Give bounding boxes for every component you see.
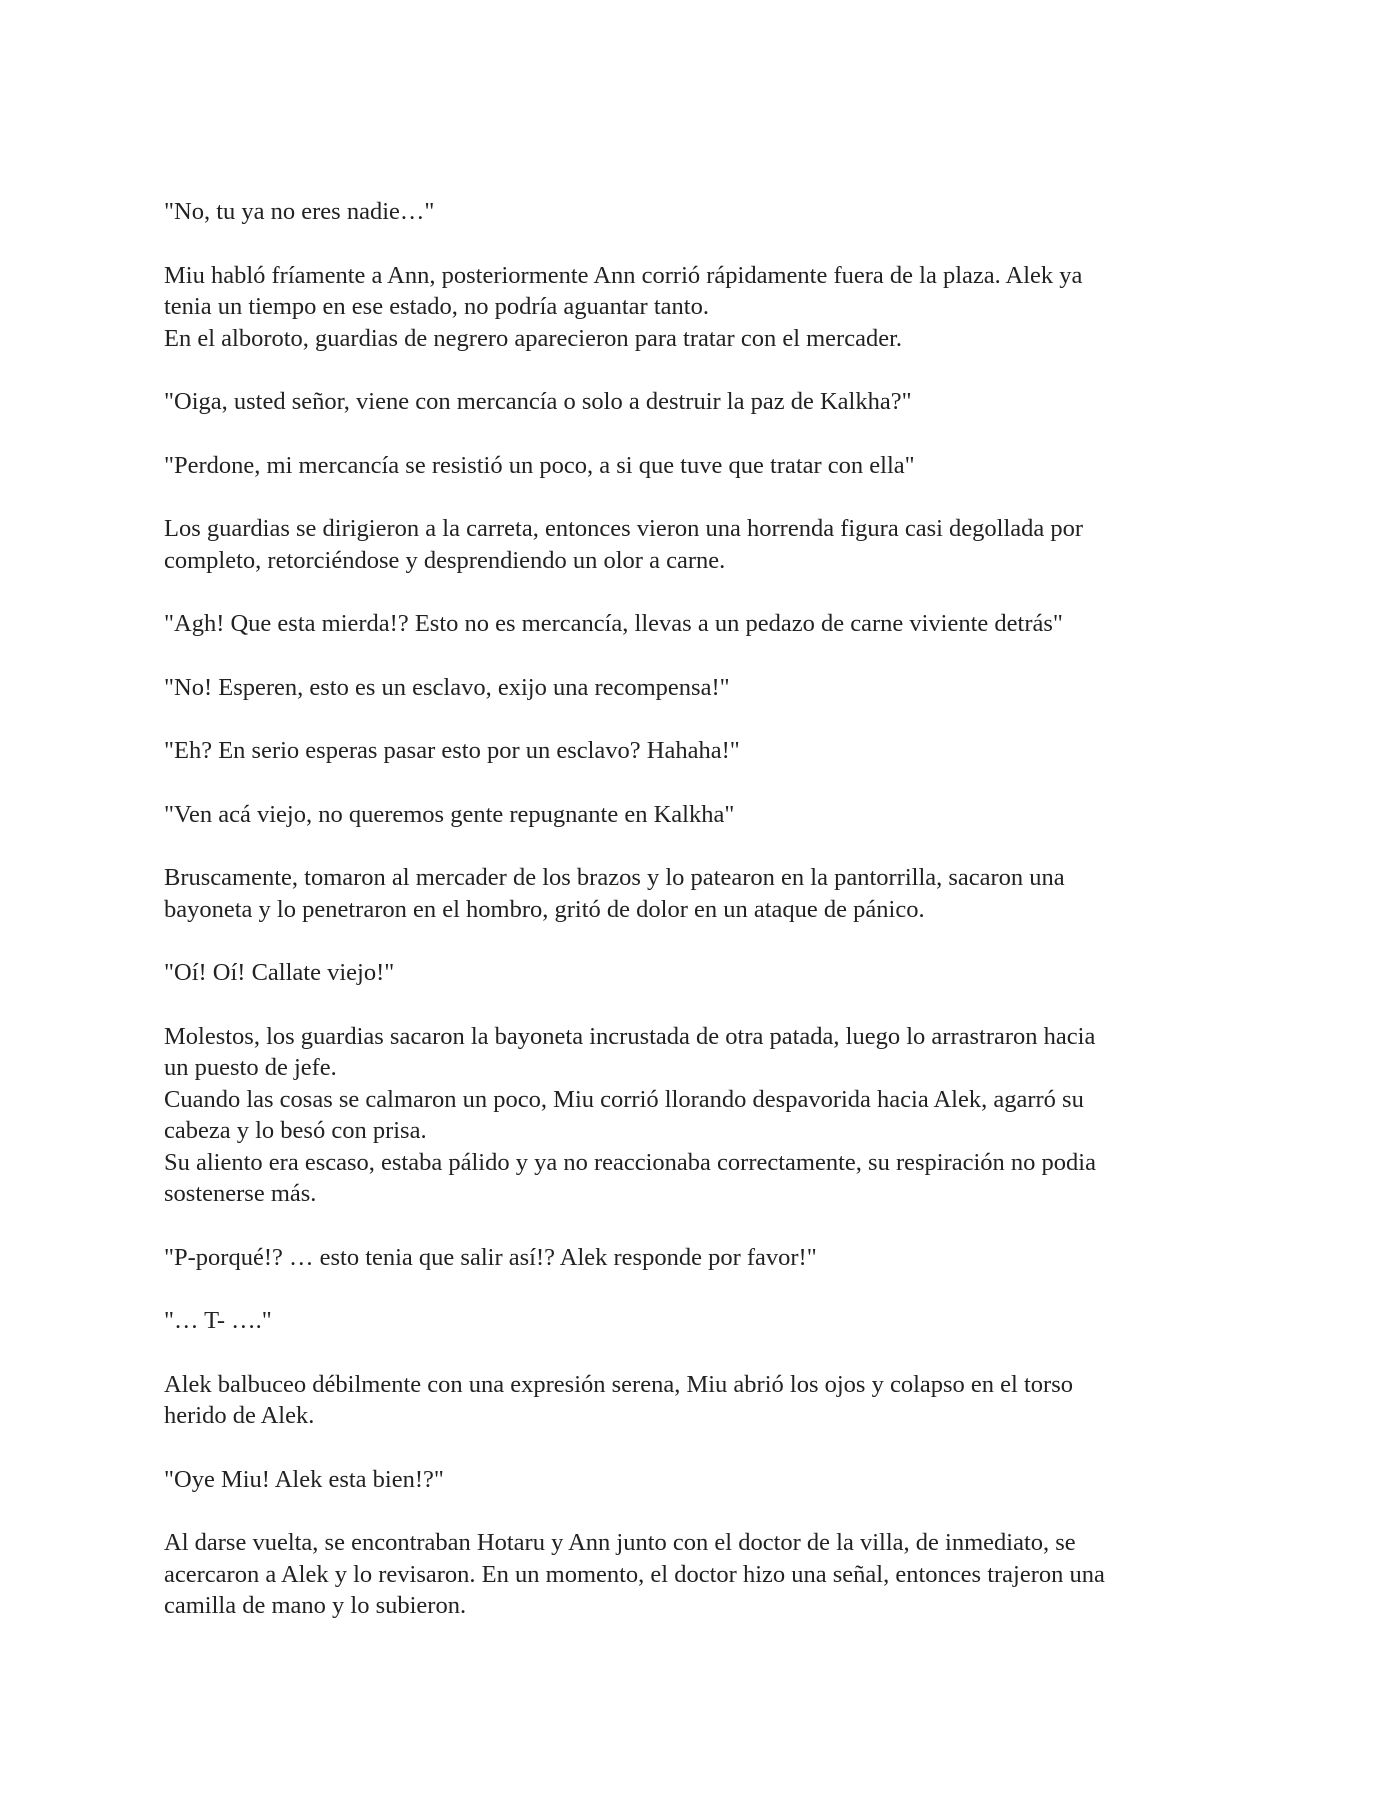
paragraph [164,608,1239,640]
text-line: sostenerse más. [164,1180,317,1207]
text-line: Molestos, los guardias sacaron la bayoneta incrustada de otra patada, luego lo arrastraron hacia [164,1022,1096,1050]
paragraph [164,260,1239,355]
text-line: "Oiga, usted señor, viene con mercancía o solo a destruir la paz de Kalkha?" [164,388,912,415]
text-line: "… T- …." [164,1307,272,1334]
text-line: "P-porqué!? … esto tenia que salir así!? Alek responde por favor!" [164,1243,817,1271]
text-line: En el alboroto, guardias de negrero aparecieron para tratar con el mercader. [164,324,903,352]
text-line: "Oye Miu! Alek esta bien!?" [164,1465,444,1493]
text-line: herido de Alek. [164,1402,315,1429]
text-line: cabeza y lo besó con prisa. [164,1117,427,1144]
paragraph [164,386,1239,418]
text-line: tenia un tiempo en ese estado, no podría aguantar tanto. [164,293,709,320]
text-line: bayoneta y lo penetraron en el hombro, gritó de dolor en un ataque de pánico. [164,895,925,923]
text-line: Cuando las cosas se calmaron un poco, Miu corrió llorando despavorida hacia Alek, agarró su [164,1085,1084,1113]
text-line: "Agh! Que esta mierda!? Esto no es mercancía, llevas a un pedazo de carne viviente detrás" [164,610,1063,637]
text-line: Al darse vuelta, se encontraban Hotaru y Ann junto con el doctor de la villa, de inmediato, se [164,1529,1076,1556]
text-line: Su aliento era escaso, estaba pálido y ya no reaccionaba correctamente, su respiración no podia [164,1148,1096,1176]
text-line: "Ven acá viejo, no queremos gente repugnante en Kalkha" [164,800,735,828]
paragraph [164,1242,1239,1274]
text-line: "Eh? En serio esperas pasar esto por un esclavo? Hahaha!" [164,737,740,764]
paragraph [164,513,1239,576]
paragraph [164,957,1239,989]
text-line: "Perdone, mi mercancía se resistió un poco, a si que tuve que tratar con ella" [164,451,915,479]
text-line: "Oí! Oí! Callate viejo!" [164,959,395,986]
document-page [164,196,1239,1622]
text-line: camilla de mano y lo subieron. [164,1592,467,1619]
paragraph [164,196,1239,228]
paragraph [164,862,1239,925]
text-line: "No, tu ya no eres nadie…" [164,198,435,225]
paragraph [164,1021,1239,1210]
text-line: un puesto de jefe. [164,1054,337,1081]
text-line: Bruscamente, tomaron al mercader de los brazos y lo patearon en la pantorrilla, sacaron una [164,864,1065,891]
paragraph [164,672,1239,704]
paragraph [164,1305,1239,1337]
text-line: acercaron a Alek y lo revisaron. En un momento, el doctor hizo una señal, entonces trajeron una [164,1560,1105,1588]
text-line: Los guardias se dirigieron a la carreta, entonces vieron una horrenda figura casi degollada por [164,515,1084,542]
paragraph [164,1527,1239,1622]
text-line: Alek balbuceo débilmente con una expresión serena, Miu abrió los ojos y colapso en el torso [164,1370,1073,1398]
paragraph [164,450,1239,482]
paragraph [164,799,1239,831]
paragraph [164,735,1239,767]
text-line: Miu habló fríamente a Ann, posteriormente Ann corrió rápidamente fuera de la plaza. Alek ya [164,261,1083,289]
paragraph [164,1464,1239,1496]
paragraph [164,1369,1239,1432]
text-line: "No! Esperen, esto es un esclavo, exijo una recompensa!" [164,673,730,701]
text-line: completo, retorciéndose y desprendiendo un olor a carne. [164,546,726,574]
